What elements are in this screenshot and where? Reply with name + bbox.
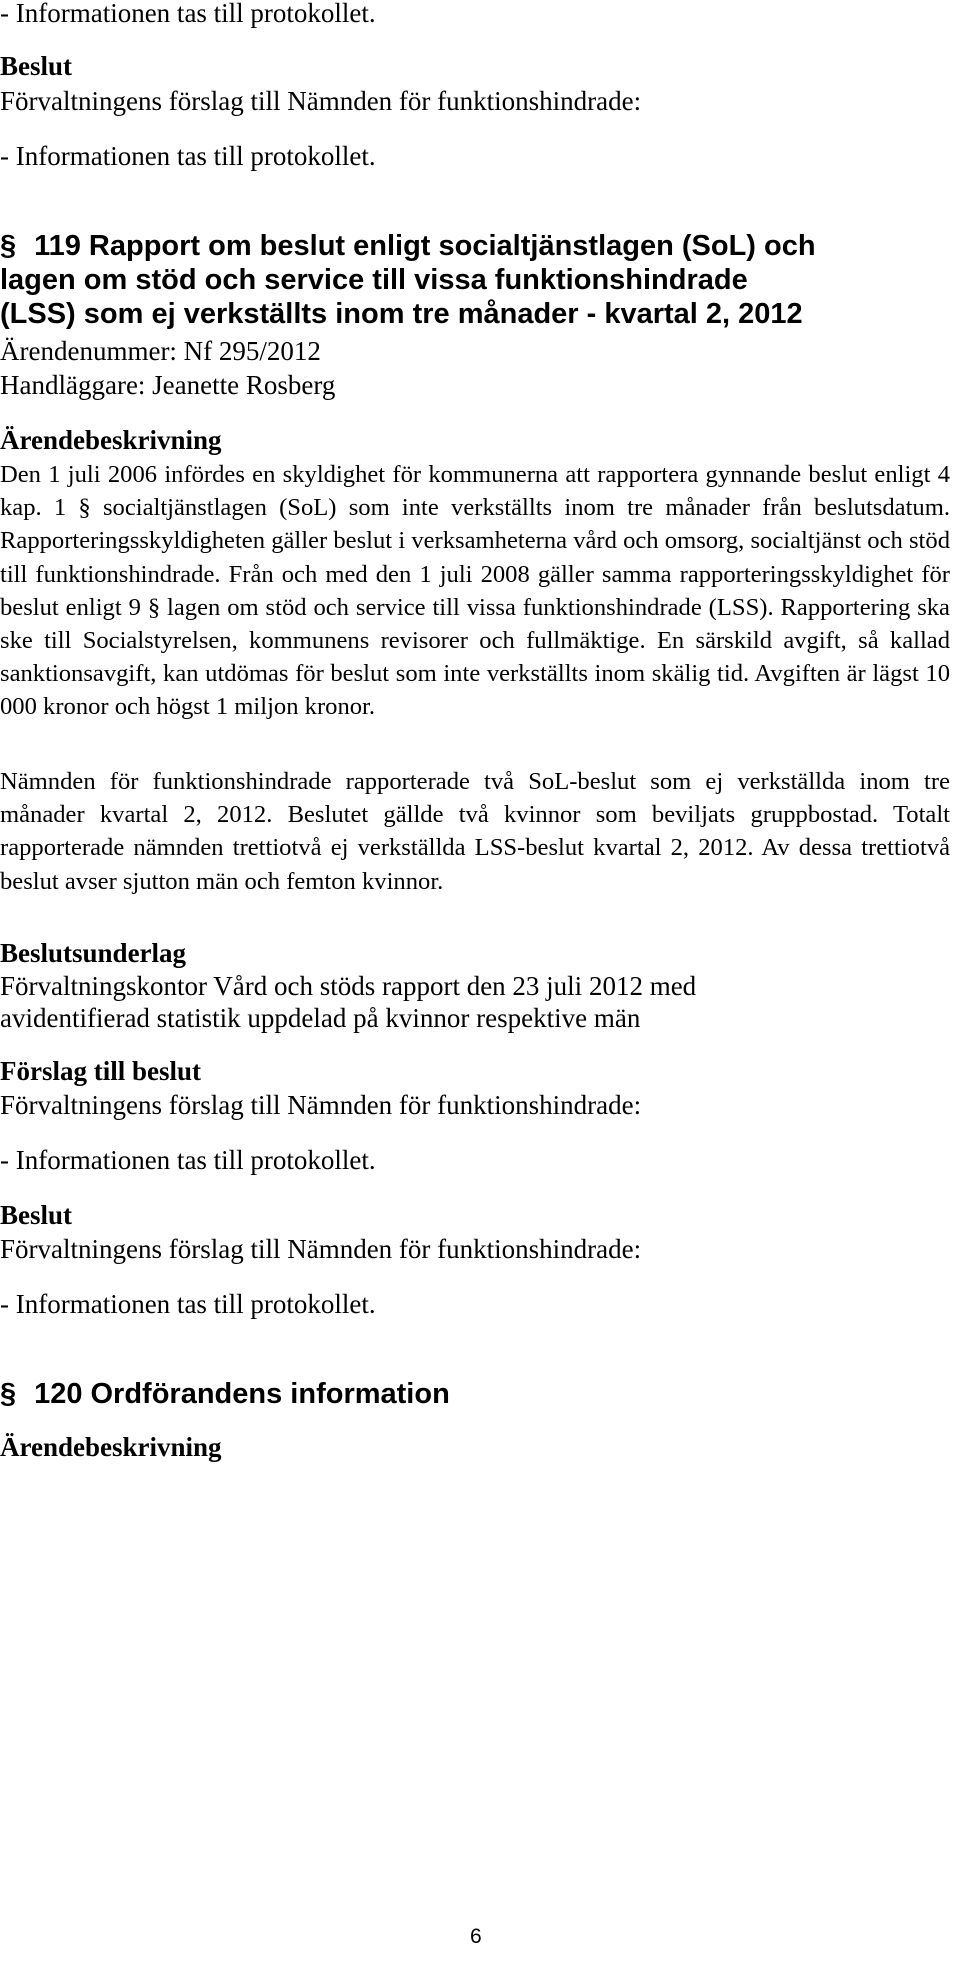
paragraph-1-part-3: lagen om stöd och service till vissa funktionshindrade (LSS). Rapportering ska ske till Socialstyrelsen, kommunens revisorer och fullmäktige. En särskild avgift, så kallad sanktionsavgift, kan utdömas för beslut som inte verkställts inom skälig tid. Avgiften är lägst 10 000 kronor och högst 1 miljon kronor. — [0, 593, 950, 721]
arendebeskrivning-paragraph-2: Nämnden för funktionshindrade rapporterade två SoL-beslut som ej verkställda inom tre månader kvartal 2, 2012. Beslutet gällde två kvinnor som beviljats gruppbostad. Totalt rapporterade nämnden trettiotvå ej verkställda LSS-beslut kvartal 2, 2012. Av dessa trettiotvå beslut avser sjutton män och femton kvinnor. — [0, 768, 950, 895]
beslutsunderlag-heading: Beslutsunderlag — [0, 938, 187, 968]
arendenummer: Ärendenummer: Nf 295/2012 — [0, 336, 321, 366]
arendebeskrivning-heading: Ärendebeskrivning — [0, 425, 222, 455]
beslut-heading: Beslut — [0, 1200, 73, 1230]
info-line-top: - Informationen tas till protokollet. — [0, 0, 376, 28]
item-119-title-line-1 — [0, 229, 816, 263]
forslag-till-beslut-heading: Förslag till beslut — [0, 1056, 201, 1086]
paragraph-1-part-2: socialtjänstlagen (SoL) som inte verkställts inom tre månader från beslutsdatum. Rapporteringsskyldigheten gäller beslut i verksamheterna vård och omsorg, socialtjänst och stöd till funktionshindrade. Från och med den 1 juli 2008 gäller samma rapporteringsskyldighet för beslut enligt 9 — [0, 494, 950, 621]
item-119-title-line-2: lagen om stöd och service till vissa funktionshindrade — [0, 264, 748, 296]
arendebeskrivning-paragraph-1 — [0, 458, 950, 724]
item-120-title — [0, 1377, 450, 1411]
beslutsunderlag-line-1: Förvaltningskontor Vård och stöds rapport den 23 juli 2012 med — [0, 971, 697, 1001]
beslut-forvaltning-line: Förvaltningens förslag till Nämnden för funktionshindrade: — [0, 1234, 642, 1264]
item-119-title-text-1: 119 Rapport om beslut enligt socialtjänstlagen (SoL) och — [34, 230, 816, 262]
page-number: 6 — [470, 1925, 482, 1948]
section-symbol-inline-1: § — [78, 494, 91, 522]
forslag-info-line: - Informationen tas till protokollet. — [0, 1145, 376, 1175]
info-line-top-2: - Informationen tas till protokollet. — [0, 141, 376, 171]
beslutsunderlag-line-2: avidentifierad statistik uppdelad på kvinnor respektive män — [0, 1003, 641, 1033]
paragraph-1-part-1: Den 1 juli 2006 infördes en skyldighet för kommunerna att rapportera gynnande beslut enligt 4 kap. 1 — [0, 461, 950, 522]
beslut-heading-top: Beslut — [0, 51, 73, 81]
beslut-info-line: - Informationen tas till protokollet. — [0, 1289, 376, 1319]
arendebeskrivning-heading-120: Ärendebeskrivning — [0, 1432, 222, 1462]
forvaltning-line-top: Förvaltningens förslag till Nämnden för funktionshindrade: — [0, 86, 642, 116]
forslag-forvaltning-line: Förvaltningens förslag till Nämnden för funktionshindrade: — [0, 1090, 642, 1120]
section-symbol: § — [0, 230, 17, 262]
item-119-title-line-3: (LSS) som ej verkställts inom tre månader - kvartal 2, 2012 — [0, 298, 803, 330]
handlaggare: Handläggare: Jeanette Rosberg — [0, 370, 336, 400]
item-120-title-text: 120 Ordförandens information — [34, 1378, 450, 1410]
section-symbol-inline-2: § — [147, 593, 161, 621]
section-symbol-120: § — [0, 1378, 17, 1410]
